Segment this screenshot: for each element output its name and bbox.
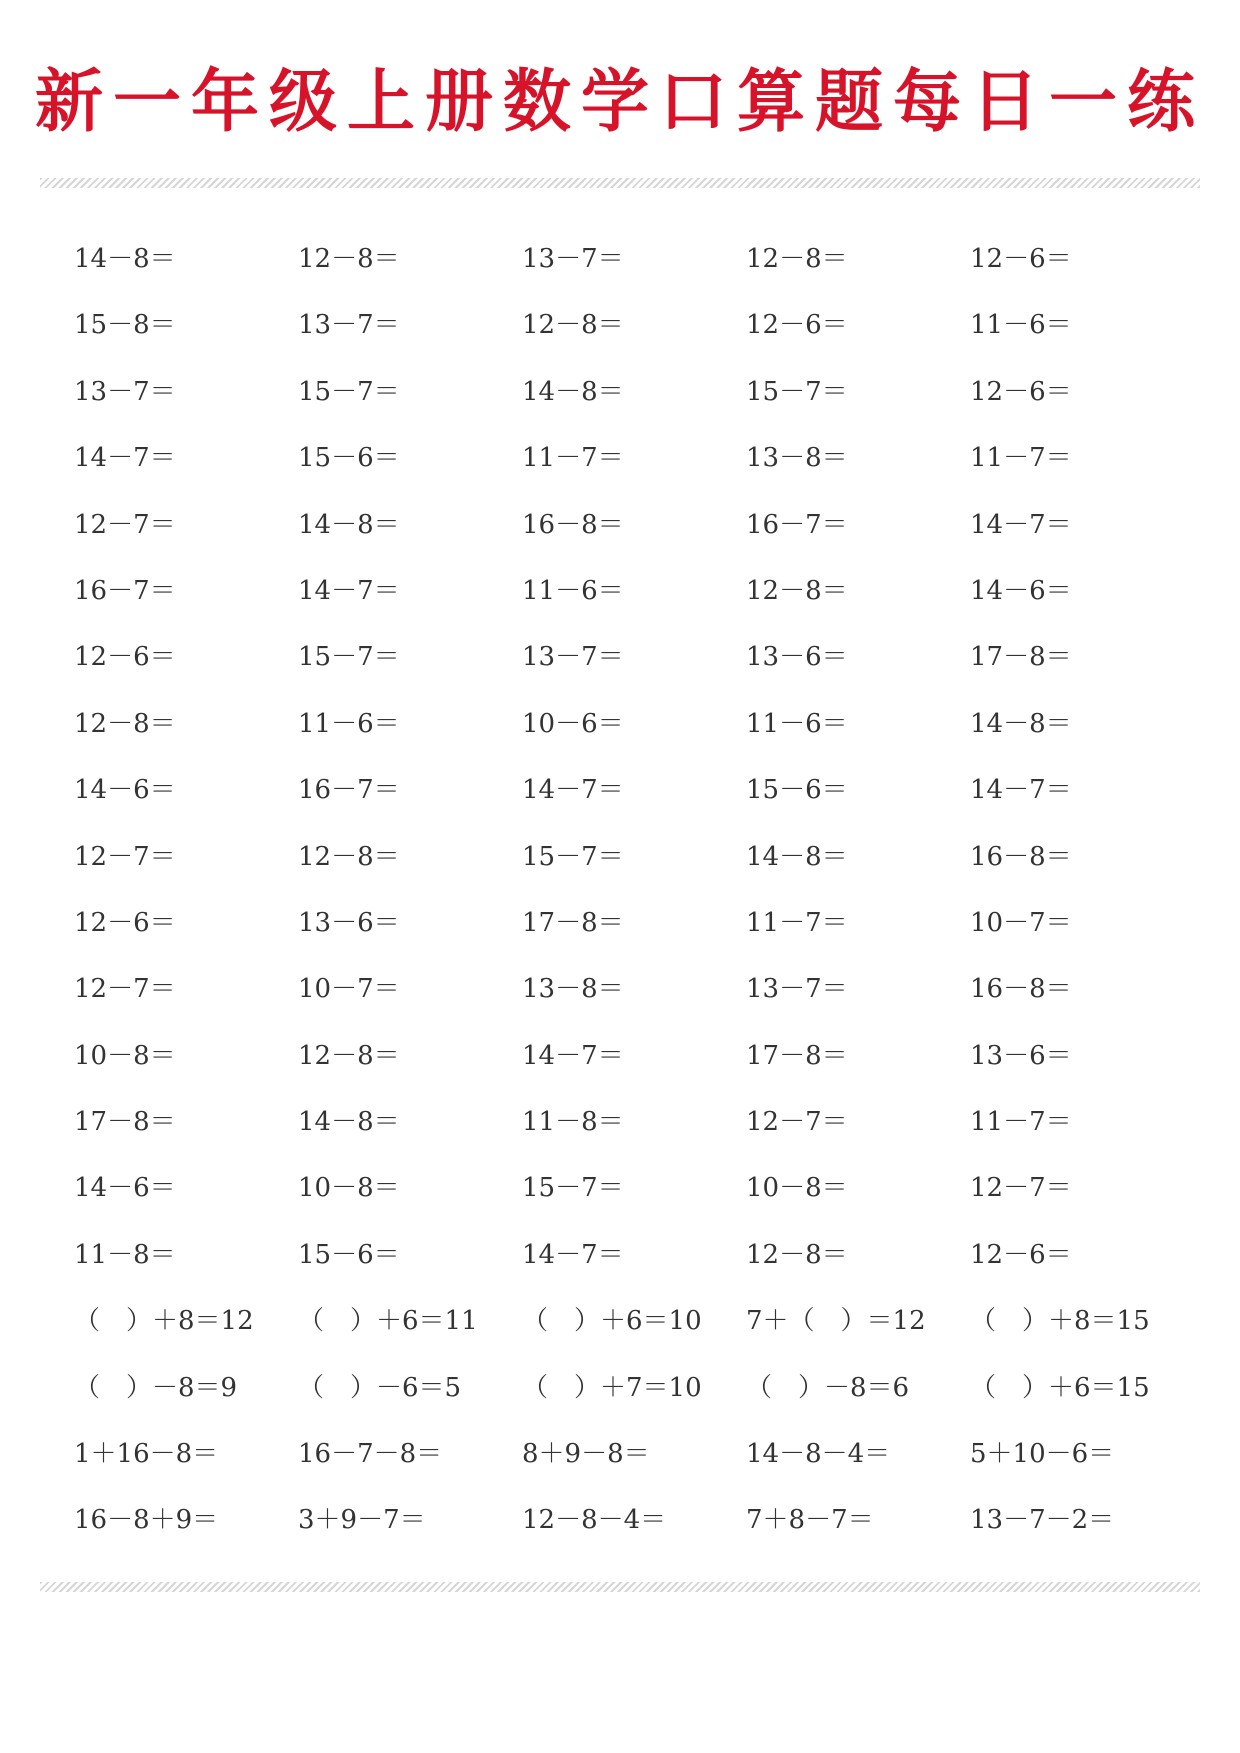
exercise-item: 12－8－4＝ [522,1505,667,1536]
exercise-row [74,1421,1194,1487]
exercise-item: 14－6＝ [970,575,1072,606]
exercise-item: 15－7＝ [298,376,400,407]
exercise-item: 11－7＝ [970,443,1072,474]
exercise-item: 12－8＝ [298,244,400,274]
exercise-item: 12－7＝ [74,509,176,540]
exercise-item: 14－7＝ [970,775,1072,806]
exercise-item: 12－8＝ [522,310,624,341]
exercise-row [74,292,1194,358]
exercise-row [74,1288,1194,1354]
exercise-item: 13－7－2＝ [970,1505,1115,1536]
exercise-row [74,757,1194,823]
bottom-divider [40,1582,1200,1592]
exercise-item: 14－8－4＝ [746,1439,891,1470]
exercise-item: 12－6＝ [746,310,848,341]
exercise-item: 13－6＝ [298,907,400,938]
exercise-item: 17－8＝ [74,1107,176,1138]
exercise-row [74,824,1194,890]
exercise-item: 15－7＝ [522,1173,624,1204]
exercise-item: 17－8＝ [970,642,1072,673]
exercise-item: 13－7＝ [522,244,624,274]
exercise-item: 15－7＝ [746,376,848,407]
exercise-item: （ ）＋6＝11 [298,1306,478,1337]
exercise-row [74,1355,1194,1421]
exercise-item: 5＋10－6＝ [970,1439,1115,1470]
exercise-item: 10－7＝ [298,974,400,1005]
exercise-row [74,890,1194,956]
exercise-item: 12－8＝ [746,1239,848,1270]
exercise-item: （ ）－8＝6 [746,1372,910,1403]
exercise-row [74,425,1194,491]
exercise-item: 12－8＝ [746,575,848,606]
exercise-item: 10－7＝ [970,907,1072,938]
exercise-item: 15－7＝ [298,642,400,673]
exercise-item: 14－6＝ [74,775,176,806]
exercise-item: 13－7＝ [74,376,176,407]
exercise-item: （ ）＋6＝15 [970,1372,1150,1403]
exercise-item: 14－8＝ [298,509,400,540]
exercise-item: 14－7＝ [74,443,176,474]
exercise-item: 14－8＝ [746,841,848,872]
page-title: 新一年级上册数学口算题每日一练 [34,62,1205,142]
exercise-row [74,691,1194,757]
exercise-item: 12－8＝ [298,1040,400,1071]
exercise-item: 11－6＝ [970,310,1072,341]
exercise-item: 12－6＝ [74,642,176,673]
exercise-item: 7＋8－7＝ [746,1505,874,1536]
exercise-item: 16－8＝ [970,841,1072,872]
exercise-grid [74,226,1194,1554]
exercise-item: 11－6＝ [522,575,624,606]
exercise-row [74,1155,1194,1221]
exercise-item: （ ）＋7＝10 [522,1372,702,1403]
exercise-item: 16－8＝ [522,509,624,540]
exercise-item: 10－8＝ [74,1040,176,1071]
exercise-item: 16－7＝ [746,509,848,540]
exercise-item: 15－6＝ [298,443,400,474]
exercise-item: 14－7＝ [522,775,624,806]
exercise-item: 11－7＝ [746,907,848,938]
exercise-item: 17－8＝ [522,907,624,938]
exercise-row [74,492,1194,558]
exercise-item: 10－8＝ [746,1173,848,1204]
exercise-item: 1＋16－8＝ [74,1439,219,1470]
exercise-item: 14－7＝ [298,575,400,606]
exercise-item: 12－6＝ [74,907,176,938]
exercise-item: 14－8＝ [298,1107,400,1138]
exercise-item: 12－7＝ [746,1107,848,1138]
exercise-item: 11－6＝ [746,708,848,739]
exercise-item: 13－8＝ [522,974,624,1005]
exercise-item: 16－7－8＝ [298,1439,443,1470]
exercise-item: 12－7＝ [970,1173,1072,1204]
exercise-row [74,1487,1194,1553]
exercise-item: （ ）－6＝5 [298,1372,462,1403]
exercise-item: 14－7＝ [522,1040,624,1071]
exercise-item: 7＋（ ）＝12 [746,1306,926,1337]
exercise-item: 15－8＝ [74,310,176,341]
exercise-item: 17－8＝ [746,1040,848,1071]
exercise-item: 15－7＝ [522,841,624,872]
exercise-item: 12－7＝ [74,974,176,1005]
exercise-item: 12－8＝ [74,708,176,739]
exercise-item: 10－8＝ [298,1173,400,1204]
exercise-item: 13－8＝ [746,443,848,474]
exercise-row [74,624,1194,690]
exercise-item: 12－8＝ [746,244,848,274]
exercise-item: 14－7＝ [522,1239,624,1270]
exercise-item: 16－8＝ [970,974,1072,1005]
exercise-item: 16－7＝ [298,775,400,806]
exercise-item: 11－8＝ [522,1107,624,1138]
exercise-item: 12－8＝ [298,841,400,872]
exercise-item: 13－7＝ [298,310,400,341]
exercise-item: 12－6＝ [970,244,1072,274]
exercise-item: 13－6＝ [746,642,848,673]
exercise-item: （ ）＋6＝10 [522,1306,702,1337]
exercise-item: 13－6＝ [970,1040,1072,1071]
exercise-item: 11－7＝ [522,443,624,474]
exercise-item: 11－6＝ [298,708,400,739]
exercise-row [74,1023,1194,1089]
exercise-item: 14－6＝ [74,1173,176,1204]
exercise-item: 14－8＝ [970,708,1072,739]
exercise-item: 10－6＝ [522,708,624,739]
exercise-item: 3＋9－7＝ [298,1505,426,1536]
exercise-item: 16－8＋9＝ [74,1505,219,1536]
exercise-row [74,226,1194,292]
exercise-item: 15－6＝ [746,775,848,806]
exercise-row [74,956,1194,1022]
exercise-item: 15－6＝ [298,1239,400,1270]
exercise-row [74,558,1194,624]
exercise-item: 16－7＝ [74,575,176,606]
exercise-item: 12－6＝ [970,1239,1072,1270]
exercise-item: 12－7＝ [74,841,176,872]
exercise-row [74,1222,1194,1288]
exercise-item: 12－6＝ [970,376,1072,407]
exercise-item: （ ）＋8＝12 [74,1306,254,1337]
exercise-item: 14－7＝ [970,509,1072,540]
exercise-item: 13－7＝ [746,974,848,1005]
exercise-row [74,359,1194,425]
exercise-row [74,1089,1194,1155]
exercise-item: 14－8＝ [522,376,624,407]
top-divider [40,178,1200,188]
exercise-item: 13－7＝ [522,642,624,673]
exercise-item: 14－8＝ [74,244,176,274]
exercise-item: 11－8＝ [74,1239,176,1270]
exercise-item: （ ）＋8＝15 [970,1306,1150,1337]
exercise-item: （ ）－8＝9 [74,1372,238,1403]
exercise-item: 8＋9－8＝ [522,1439,650,1470]
exercise-item: 11－7＝ [970,1107,1072,1138]
